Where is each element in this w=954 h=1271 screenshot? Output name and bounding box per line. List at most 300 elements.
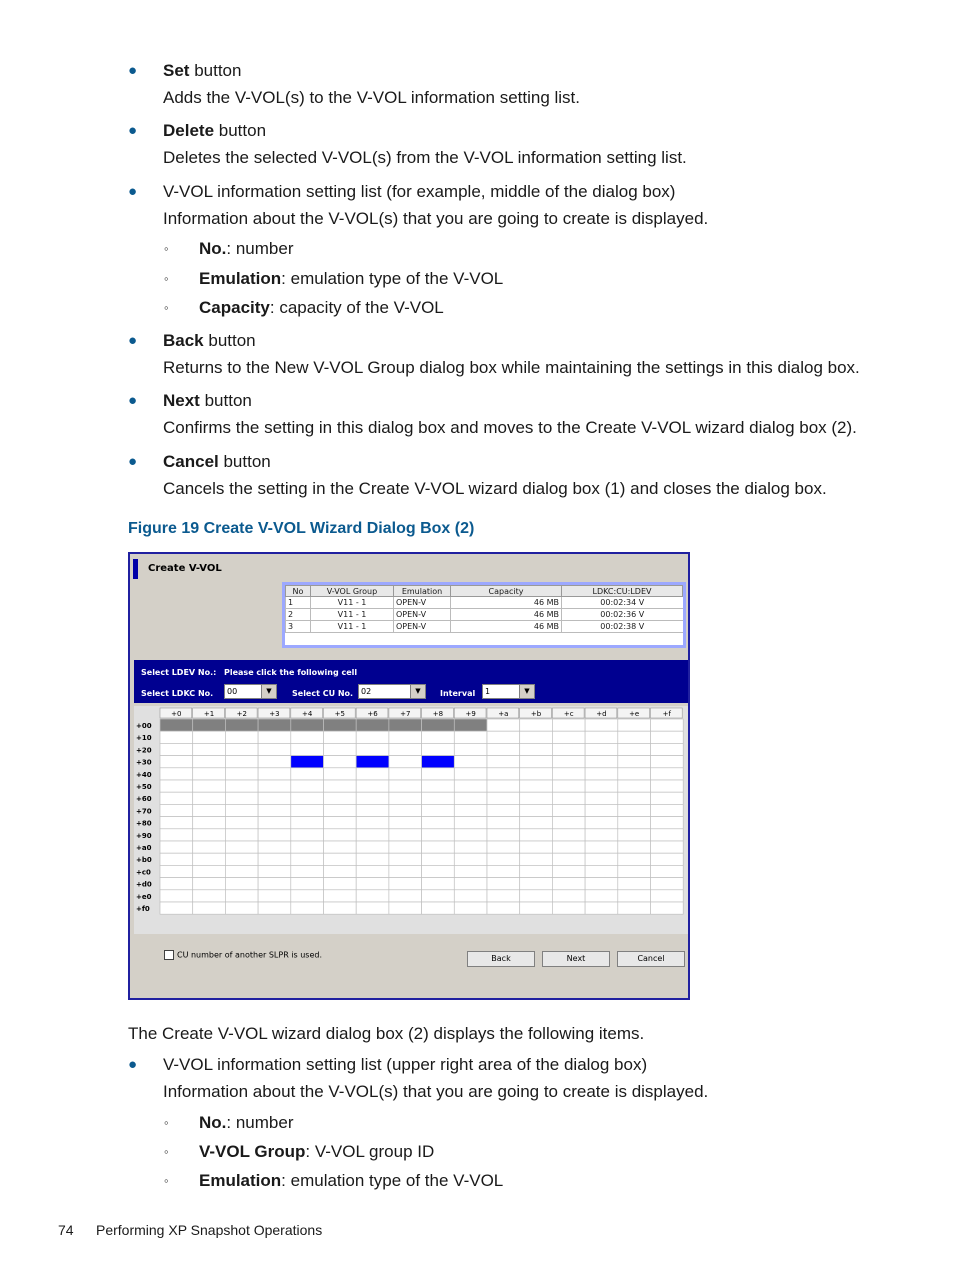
- grid-cell[interactable]: [160, 853, 193, 865]
- grid-cell[interactable]: [552, 780, 585, 792]
- grid-cell[interactable]: [193, 756, 226, 768]
- grid-cell[interactable]: [618, 853, 651, 865]
- description: Information about the V-VOL(s) that you are going to create is displayed.: [163, 209, 709, 228]
- next-button[interactable]: Next: [542, 951, 610, 967]
- grid-cell[interactable]: [487, 817, 520, 829]
- grid-cell[interactable]: [520, 865, 553, 877]
- grid-cell[interactable]: [422, 756, 455, 768]
- grid-cell[interactable]: [356, 719, 389, 731]
- grid-cell[interactable]: [552, 890, 585, 902]
- grid-cell[interactable]: [225, 719, 258, 731]
- grid-cell[interactable]: [356, 865, 389, 877]
- grid-cell[interactable]: [225, 902, 258, 914]
- grid-cell[interactable]: [258, 792, 291, 804]
- grid-cell[interactable]: [585, 841, 618, 853]
- grid-cell[interactable]: [552, 768, 585, 780]
- grid-cell[interactable]: [651, 890, 684, 902]
- grid-cell[interactable]: [618, 865, 651, 877]
- grid-row-header: +20: [136, 746, 152, 755]
- ldev-grid-svg[interactable]: [134, 706, 688, 934]
- grid-cell[interactable]: [389, 841, 422, 853]
- grid-cell[interactable]: [258, 731, 291, 743]
- grid-cell[interactable]: [422, 817, 455, 829]
- grid-cell[interactable]: [356, 768, 389, 780]
- grid-cell[interactable]: [291, 756, 324, 768]
- cell-group: V11 - 1: [311, 597, 394, 609]
- grid-cell[interactable]: [356, 817, 389, 829]
- grid-col-header: +2: [236, 710, 247, 718]
- grid-cell[interactable]: [160, 817, 193, 829]
- grid-cell[interactable]: [193, 890, 226, 902]
- grid-cell[interactable]: [160, 902, 193, 914]
- grid-cell[interactable]: [422, 878, 455, 890]
- col-header-ldev[interactable]: LDKC:CU:LDEV: [562, 586, 683, 597]
- grid-cell[interactable]: [324, 817, 357, 829]
- ldev-grid[interactable]: [134, 706, 688, 934]
- grid-cell[interactable]: [193, 768, 226, 780]
- grid-cell[interactable]: [585, 878, 618, 890]
- text: button: [199, 391, 252, 410]
- grid-cell[interactable]: [651, 731, 684, 743]
- grid-cell[interactable]: [193, 817, 226, 829]
- grid-cell[interactable]: [552, 756, 585, 768]
- grid-cell[interactable]: [552, 743, 585, 755]
- another-slpr-checkbox[interactable]: [164, 950, 322, 960]
- grid-cell[interactable]: [389, 817, 422, 829]
- grid-cell[interactable]: [193, 829, 226, 841]
- grid-cell[interactable]: [389, 902, 422, 914]
- grid-cell[interactable]: [618, 829, 651, 841]
- grid-cell[interactable]: [225, 829, 258, 841]
- grid-cell[interactable]: [454, 878, 487, 890]
- grid-cell[interactable]: [258, 719, 291, 731]
- col-header-no[interactable]: No: [286, 586, 311, 597]
- grid-cell[interactable]: [520, 792, 553, 804]
- grid-cell[interactable]: [389, 768, 422, 780]
- grid-cell[interactable]: [324, 731, 357, 743]
- grid-row-header: +30: [136, 758, 152, 767]
- grid-cell[interactable]: [454, 743, 487, 755]
- grid-cell[interactable]: [618, 743, 651, 755]
- grid-cell[interactable]: [389, 878, 422, 890]
- grid-cell[interactable]: [193, 865, 226, 877]
- grid-cell[interactable]: [651, 865, 684, 877]
- grid-cell[interactable]: [258, 756, 291, 768]
- grid-cell[interactable]: [520, 817, 553, 829]
- grid-cell[interactable]: [454, 768, 487, 780]
- grid-cell[interactable]: [520, 829, 553, 841]
- grid-cell[interactable]: [422, 841, 455, 853]
- grid-cell[interactable]: [160, 841, 193, 853]
- grid-cell[interactable]: [291, 865, 324, 877]
- grid-cell[interactable]: [225, 743, 258, 755]
- grid-cell[interactable]: [160, 768, 193, 780]
- grid-cell[interactable]: [258, 890, 291, 902]
- grid-cell[interactable]: [225, 865, 258, 877]
- grid-cell[interactable]: [520, 878, 553, 890]
- grid-cell[interactable]: [454, 841, 487, 853]
- grid-cell[interactable]: [552, 902, 585, 914]
- grid-cell[interactable]: [552, 792, 585, 804]
- grid-cell[interactable]: [585, 829, 618, 841]
- grid-cell[interactable]: [651, 902, 684, 914]
- grid-cell[interactable]: [160, 756, 193, 768]
- col-header-group[interactable]: V-VOL Group: [311, 586, 394, 597]
- grid-cell[interactable]: [520, 731, 553, 743]
- grid-cell[interactable]: [356, 756, 389, 768]
- grid-cell[interactable]: [389, 731, 422, 743]
- grid-cell[interactable]: [356, 841, 389, 853]
- grid-cell[interactable]: [258, 853, 291, 865]
- grid-cell[interactable]: [618, 792, 651, 804]
- grid-cell[interactable]: [324, 768, 357, 780]
- grid-cell[interactable]: [585, 780, 618, 792]
- grid-cell[interactable]: [454, 731, 487, 743]
- grid-cell[interactable]: [225, 731, 258, 743]
- grid-cell[interactable]: [356, 890, 389, 902]
- grid-cell[interactable]: [291, 731, 324, 743]
- grid-cell[interactable]: [454, 853, 487, 865]
- grid-cell[interactable]: [193, 878, 226, 890]
- grid-cell[interactable]: [618, 768, 651, 780]
- grid-cell[interactable]: [454, 829, 487, 841]
- grid-cell[interactable]: [258, 768, 291, 780]
- vvol-info-table[interactable]: [282, 582, 686, 648]
- grid-cell[interactable]: [487, 804, 520, 816]
- grid-cell[interactable]: [291, 780, 324, 792]
- ldkc-select[interactable]: [224, 684, 277, 699]
- grid-cell[interactable]: [324, 865, 357, 877]
- grid-cell[interactable]: [258, 780, 291, 792]
- grid-cell[interactable]: [651, 768, 684, 780]
- cell-ldev: 00:02:36 V: [562, 609, 683, 621]
- grid-cell[interactable]: [487, 829, 520, 841]
- grid-cell[interactable]: [454, 780, 487, 792]
- grid-cell[interactable]: [324, 841, 357, 853]
- grid-cell[interactable]: [618, 756, 651, 768]
- grid-cell[interactable]: [356, 780, 389, 792]
- cancel-button[interactable]: Cancel: [617, 951, 685, 967]
- grid-cell[interactable]: [585, 768, 618, 780]
- grid-cell[interactable]: [389, 719, 422, 731]
- grid-cell[interactable]: [193, 792, 226, 804]
- cell-emulation: OPEN-V: [394, 597, 451, 609]
- grid-cell[interactable]: [356, 853, 389, 865]
- grid-cell[interactable]: [389, 780, 422, 792]
- grid-cell[interactable]: [258, 878, 291, 890]
- grid-cell[interactable]: [193, 804, 226, 816]
- grid-cell[interactable]: [225, 878, 258, 890]
- text: button: [218, 452, 271, 471]
- grid-cell[interactable]: [585, 756, 618, 768]
- grid-cell[interactable]: [585, 853, 618, 865]
- grid-cell[interactable]: [520, 902, 553, 914]
- grid-cell[interactable]: [389, 743, 422, 755]
- grid-cell[interactable]: [193, 841, 226, 853]
- grid-cell[interactable]: [651, 829, 684, 841]
- grid-cell[interactable]: [225, 780, 258, 792]
- grid-cell[interactable]: [258, 829, 291, 841]
- grid-cell[interactable]: [552, 853, 585, 865]
- table-row[interactable]: [286, 609, 683, 621]
- grid-cell[interactable]: [618, 780, 651, 792]
- cu-select[interactable]: [358, 684, 426, 699]
- grid-col-header: +0: [171, 710, 182, 718]
- grid-cell[interactable]: [258, 902, 291, 914]
- grid-cell[interactable]: [520, 780, 553, 792]
- grid-cell[interactable]: [225, 768, 258, 780]
- grid-cell[interactable]: [520, 841, 553, 853]
- grid-cell[interactable]: [291, 719, 324, 731]
- grid-cell[interactable]: [487, 878, 520, 890]
- grid-cell[interactable]: [487, 780, 520, 792]
- grid-cell[interactable]: [585, 731, 618, 743]
- grid-cell[interactable]: [225, 792, 258, 804]
- grid-cell[interactable]: [454, 719, 487, 731]
- grid-cell[interactable]: [585, 890, 618, 902]
- grid-cell[interactable]: [291, 768, 324, 780]
- grid-cell[interactable]: [324, 792, 357, 804]
- grid-cell[interactable]: [487, 743, 520, 755]
- grid-cell[interactable]: [651, 878, 684, 890]
- grid-cell[interactable]: [552, 865, 585, 877]
- grid-cell[interactable]: [225, 817, 258, 829]
- grid-cell[interactable]: [585, 792, 618, 804]
- table-row[interactable]: [286, 621, 683, 633]
- grid-cell[interactable]: [225, 853, 258, 865]
- grid-cell[interactable]: [651, 853, 684, 865]
- grid-cell[interactable]: [520, 756, 553, 768]
- grid-cell[interactable]: [324, 902, 357, 914]
- grid-cell[interactable]: [193, 780, 226, 792]
- grid-cell[interactable]: [487, 756, 520, 768]
- grid-cell[interactable]: [487, 865, 520, 877]
- grid-row-header: +00: [136, 722, 152, 730]
- grid-cell[interactable]: [389, 792, 422, 804]
- col-header-capacity[interactable]: Capacity: [451, 586, 562, 597]
- grid-cell[interactable]: [454, 890, 487, 902]
- grid-cell[interactable]: [520, 743, 553, 755]
- grid-cell[interactable]: [291, 792, 324, 804]
- table-row[interactable]: [286, 597, 683, 609]
- grid-cell[interactable]: [454, 865, 487, 877]
- grid-cell[interactable]: [356, 731, 389, 743]
- grid-cell[interactable]: [356, 829, 389, 841]
- grid-cell[interactable]: [160, 865, 193, 877]
- grid-cell[interactable]: [225, 841, 258, 853]
- chevron-down-icon[interactable]: ▼: [410, 685, 425, 698]
- back-button[interactable]: Back: [467, 951, 535, 967]
- grid-cell[interactable]: [291, 743, 324, 755]
- grid-cell[interactable]: [618, 804, 651, 816]
- grid-row-header: +e0: [136, 892, 152, 901]
- grid-cell[interactable]: [618, 841, 651, 853]
- term: Back: [163, 331, 204, 350]
- grid-cell[interactable]: [193, 743, 226, 755]
- col-header-emulation[interactable]: Emulation: [394, 586, 451, 597]
- chevron-down-icon[interactable]: ▼: [519, 685, 534, 698]
- grid-cell[interactable]: [651, 804, 684, 816]
- grid-cell[interactable]: [160, 792, 193, 804]
- grid-cell[interactable]: [487, 731, 520, 743]
- grid-cell[interactable]: [520, 853, 553, 865]
- grid-cell[interactable]: [389, 865, 422, 877]
- grid-cell[interactable]: [225, 890, 258, 902]
- grid-cell[interactable]: [291, 890, 324, 902]
- grid-cell[interactable]: [585, 865, 618, 877]
- grid-cell[interactable]: [160, 743, 193, 755]
- grid-col-header: +8: [432, 710, 444, 718]
- grid-cell[interactable]: [356, 902, 389, 914]
- grid-cell[interactable]: [193, 853, 226, 865]
- grid-cell[interactable]: [454, 902, 487, 914]
- grid-cell[interactable]: [193, 719, 226, 731]
- grid-cell[interactable]: [225, 756, 258, 768]
- grid-cell[interactable]: [324, 780, 357, 792]
- grid-cell[interactable]: [389, 804, 422, 816]
- grid-cell[interactable]: [389, 756, 422, 768]
- checkbox-box[interactable]: [164, 950, 174, 960]
- grid-row-header: +f0: [136, 905, 150, 913]
- grid-cell[interactable]: [258, 817, 291, 829]
- grid-cell[interactable]: [454, 792, 487, 804]
- grid-cell[interactable]: [651, 743, 684, 755]
- grid-cell[interactable]: [324, 829, 357, 841]
- grid-cell[interactable]: [356, 804, 389, 816]
- grid-cell[interactable]: [422, 853, 455, 865]
- grid-cell[interactable]: [422, 719, 455, 731]
- grid-cell[interactable]: [422, 902, 455, 914]
- grid-cell[interactable]: [487, 902, 520, 914]
- grid-cell[interactable]: [585, 902, 618, 914]
- grid-cell[interactable]: [422, 792, 455, 804]
- sub-bullet: ◦: [164, 1173, 169, 1188]
- grid-cell[interactable]: [552, 719, 585, 731]
- grid-cell[interactable]: [258, 841, 291, 853]
- grid-cell[interactable]: [651, 719, 684, 731]
- grid-cell[interactable]: [520, 719, 553, 731]
- bullet-dot: ●: [128, 122, 138, 139]
- grid-cell[interactable]: [193, 902, 226, 914]
- grid-cell[interactable]: [324, 743, 357, 755]
- grid-cell[interactable]: [356, 743, 389, 755]
- grid-cell[interactable]: [258, 865, 291, 877]
- grid-cell[interactable]: [422, 829, 455, 841]
- grid-cell[interactable]: [291, 841, 324, 853]
- grid-cell[interactable]: [324, 890, 357, 902]
- grid-cell[interactable]: [520, 804, 553, 816]
- grid-cell[interactable]: [422, 804, 455, 816]
- grid-cell[interactable]: [291, 804, 324, 816]
- grid-cell[interactable]: [422, 865, 455, 877]
- chevron-down-icon[interactable]: ▼: [261, 685, 276, 698]
- interval-select[interactable]: [482, 684, 535, 699]
- grid-cell[interactable]: [324, 853, 357, 865]
- grid-cell[interactable]: [520, 768, 553, 780]
- grid-cell[interactable]: [618, 817, 651, 829]
- grid-cell[interactable]: [389, 890, 422, 902]
- grid-cell[interactable]: [422, 743, 455, 755]
- grid-cell[interactable]: [585, 743, 618, 755]
- description: Deletes the selected V-VOL(s) from the V-VOL information setting list.: [163, 148, 687, 167]
- grid-cell[interactable]: [552, 804, 585, 816]
- grid-cell[interactable]: [291, 829, 324, 841]
- grid-cell[interactable]: [618, 719, 651, 731]
- grid-cell[interactable]: [651, 756, 684, 768]
- grid-cell[interactable]: [422, 768, 455, 780]
- cell-emulation: OPEN-V: [394, 621, 451, 633]
- grid-cell[interactable]: [422, 780, 455, 792]
- grid-cell[interactable]: [160, 890, 193, 902]
- grid-cell[interactable]: [618, 878, 651, 890]
- grid-cell[interactable]: [454, 756, 487, 768]
- grid-cell[interactable]: [651, 841, 684, 853]
- grid-cell[interactable]: [454, 804, 487, 816]
- grid-cell[interactable]: [324, 878, 357, 890]
- grid-cell[interactable]: [422, 731, 455, 743]
- grid-cell[interactable]: [487, 841, 520, 853]
- grid-cell[interactable]: [618, 731, 651, 743]
- grid-cell[interactable]: [618, 902, 651, 914]
- grid-cell[interactable]: [487, 890, 520, 902]
- grid-cell[interactable]: [552, 817, 585, 829]
- grid-cell[interactable]: [487, 768, 520, 780]
- grid-cell[interactable]: [258, 743, 291, 755]
- grid-cell[interactable]: [160, 829, 193, 841]
- grid-cell[interactable]: [454, 817, 487, 829]
- grid-cell[interactable]: [160, 731, 193, 743]
- grid-cell[interactable]: [389, 829, 422, 841]
- grid-cell[interactable]: [356, 792, 389, 804]
- grid-cell[interactable]: [160, 719, 193, 731]
- grid-cell[interactable]: [291, 902, 324, 914]
- grid-cell[interactable]: [291, 817, 324, 829]
- grid-cell[interactable]: [487, 792, 520, 804]
- grid-cell[interactable]: [389, 853, 422, 865]
- grid-cell[interactable]: [160, 878, 193, 890]
- grid-cell[interactable]: [618, 890, 651, 902]
- grid-cell[interactable]: [651, 792, 684, 804]
- grid-cell[interactable]: [160, 804, 193, 816]
- grid-cell[interactable]: [552, 841, 585, 853]
- grid-cell[interactable]: [291, 853, 324, 865]
- grid-row-header: +a0: [136, 844, 152, 852]
- grid-cell[interactable]: [324, 804, 357, 816]
- grid-cell[interactable]: [324, 756, 357, 768]
- grid-cell[interactable]: [552, 829, 585, 841]
- grid-cell[interactable]: [585, 804, 618, 816]
- grid-cell[interactable]: [258, 804, 291, 816]
- grid-cell[interactable]: [487, 719, 520, 731]
- grid-cell[interactable]: [487, 853, 520, 865]
- grid-cell[interactable]: [552, 731, 585, 743]
- grid-cell[interactable]: [291, 878, 324, 890]
- grid-cell[interactable]: [585, 719, 618, 731]
- grid-row-header: +70: [136, 807, 152, 816]
- grid-cell[interactable]: [520, 890, 553, 902]
- grid-cell[interactable]: [225, 804, 258, 816]
- grid-cell[interactable]: [160, 780, 193, 792]
- select-cu-label: Select CU No.: [292, 689, 354, 698]
- grid-cell[interactable]: [193, 731, 226, 743]
- grid-cell[interactable]: [356, 878, 389, 890]
- grid-cell[interactable]: [552, 878, 585, 890]
- grid-cell[interactable]: [422, 890, 455, 902]
- grid-cell[interactable]: [651, 780, 684, 792]
- grid-cell[interactable]: [651, 817, 684, 829]
- grid-cell[interactable]: [585, 817, 618, 829]
- grid-cell[interactable]: [324, 719, 357, 731]
